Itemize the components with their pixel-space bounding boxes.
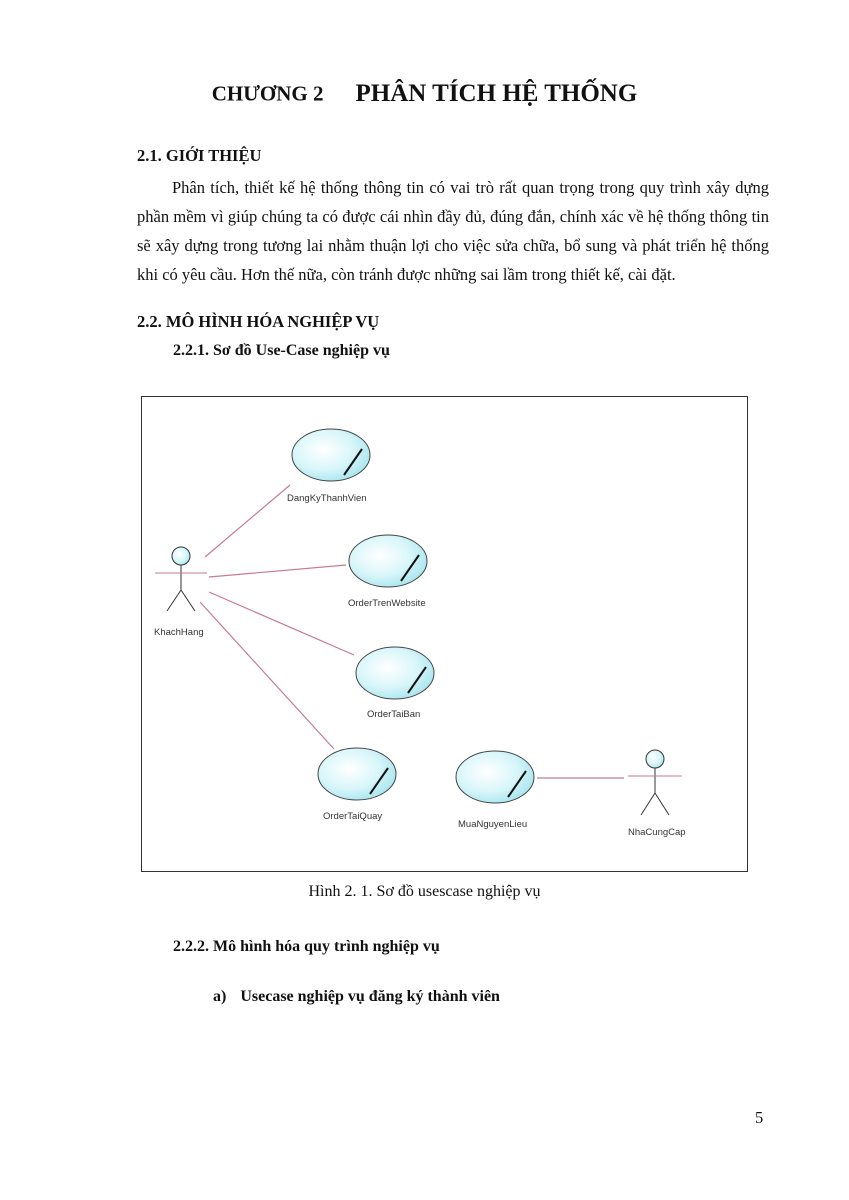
section-heading-model: 2.2. MÔ HÌNH HÓA NGHIỆP VỤ <box>137 312 380 331</box>
list-item-text: Usecase nghiệp vụ đăng ký thành viên <box>240 988 500 1005</box>
chapter-number: CHƯƠNG 2 <box>211 81 324 106</box>
usecase-label-muanguyenlieu: MuaNguyenLieu <box>458 819 528 830</box>
usecase-label-ordertaiban: OrderTaiBan <box>367 709 421 720</box>
chapter-title: PHÂN TÍCH HỆ THỐNG <box>355 80 638 107</box>
list-item-a <box>213 988 500 1006</box>
usecase-diagram <box>141 396 748 872</box>
association-line <box>209 592 354 655</box>
usecase-ordertrenwebsite <box>349 535 427 587</box>
actor-label-khachhang: KhachHang <box>154 627 204 638</box>
figure-caption: Hình 2. 1. Sơ đồ usescase nghiệp vụ <box>308 883 541 900</box>
association-line <box>205 485 290 557</box>
actor-khachhang <box>155 547 207 611</box>
usecase-label-dangkythanhvien: DangKyThanhVien <box>287 493 367 504</box>
intro-paragraph: Phân tích, thiết kế hệ thống thông tin có vai trò rất quan trọng trong quy trình xây dựng phần mềm vì giúp chúng ta có được cái nhìn đầy đủ, đúng đắn, chính xác về hệ thống thông tin sẽ xây dựng trong tương lai nhằm thuận lợi cho việc sửa chữa, bổ sung và phát triển hệ thống khi có yêu cầu. Hơn thế nữa, còn tránh được những sai lầm trong thiết kế, cài đặt. <box>137 178 769 284</box>
usecase-muanguyenlieu <box>456 751 534 803</box>
usecase-label-ordertaiquay: OrderTaiQuay <box>323 811 383 822</box>
association-line <box>209 565 346 577</box>
subsection-heading-usecase: 2.2.1. Sơ đồ Use-Case nghiệp vụ <box>173 342 390 359</box>
usecase-ordertaiquay <box>318 748 396 800</box>
association-line <box>200 602 334 749</box>
actor-label-nhacungcap: NhaCungCap <box>628 827 686 838</box>
subsection-heading-process: 2.2.2. Mô hình hóa quy trình nghiệp vụ <box>173 938 440 955</box>
page-number: 5 <box>755 1108 764 1127</box>
usecase-dangkythanhvien <box>292 429 370 481</box>
actor-nhacungcap <box>628 750 682 815</box>
chapter-heading <box>0 80 849 108</box>
list-item-marker: a) <box>213 988 227 1005</box>
usecase-label-ordertrenwebsite: OrderTrenWebsite <box>348 598 426 609</box>
association-lines <box>200 485 624 778</box>
usecase-ordertaiban <box>356 647 434 699</box>
section-heading-intro: 2.1. GIỚI THIỆU <box>137 146 262 165</box>
